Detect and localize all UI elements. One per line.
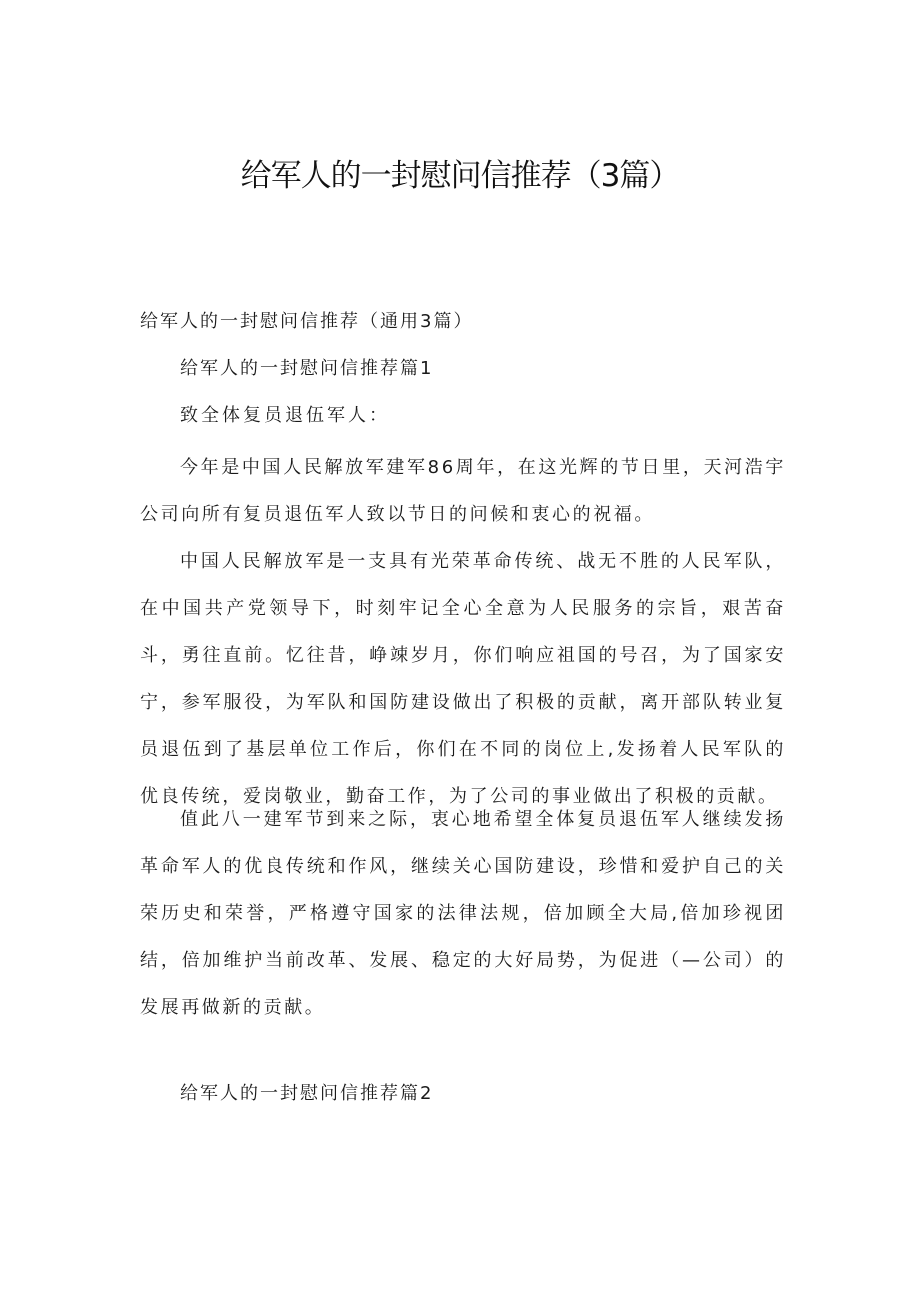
paragraph-2: 中国人民解放军是一支具有光荣革命传统、战无不胜的人民军队，在中国共产党领导下，时刻牢记全心全意为人民服务的宗旨，艰苦奋斗，勇往直前。忆往昔，峥竦岁月，你们响应祖国的号召，为了国家安宁，参军服役，为军队和国防建设做出了积极的贡献，离开部队转业复员退伍到了基层单位工作后，你们在不同的岗位上,发扬着人民军队的优良传统，爱岗敬业，勤奋工作，为了公司的事业做出了积极的贡献。 bbox=[140, 551, 786, 807]
letter-greeting: 致全体复员退伍军人： bbox=[180, 405, 390, 426]
paragraph-3: 值此八一建军节到来之际，衷心地希望全体复员退伍军人继续发扬革命军人的优良传统和作风，继续关心国防建设，珍惜和爱护自己的关荣历史和荣誉，严格遵守国家的法律法规，倍加顾全大局,倍加珍视团结，倍加维护当前改革、发展、稳定的大好局势，为促进（—公司）的发展再做新的贡献。 bbox=[140, 809, 786, 1018]
document-title: 给军人的一封慰问信推荐（3篇） bbox=[240, 158, 680, 194]
document-subtitle: 给军人的一封慰问信推荐（通用3篇） bbox=[140, 311, 474, 332]
section-heading-1: 给军人的一封慰问信推荐篇1 bbox=[180, 358, 434, 379]
section-heading-2: 给军人的一封慰问信推荐篇2 bbox=[180, 1083, 434, 1104]
paragraph-1: 今年是中国人民解放军建军86周年，在这光辉的节日里，天河浩宇公司向所有复员退伍军人致以节日的问候和衷心的祝福。 bbox=[140, 457, 786, 525]
